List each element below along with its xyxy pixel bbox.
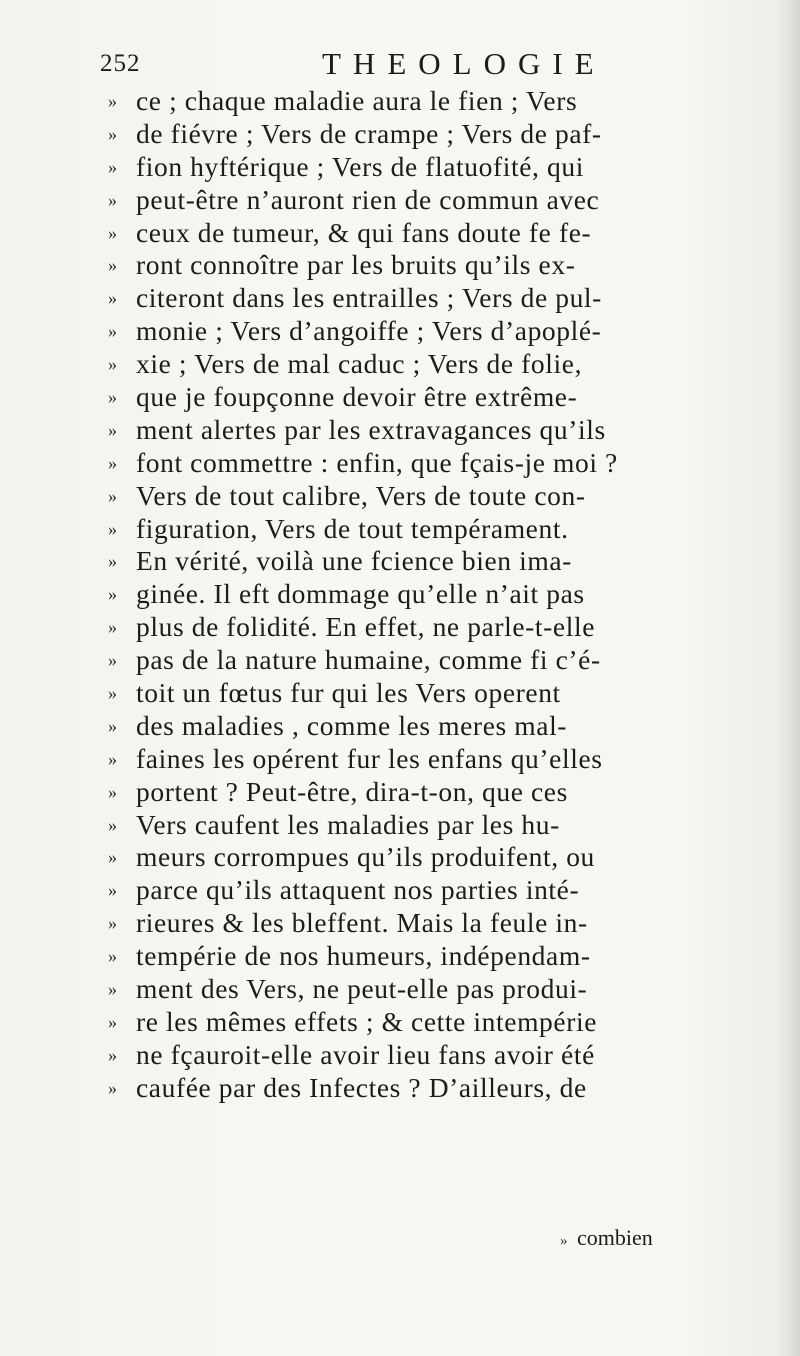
line-text: figuration, Vers de tout tempérament. <box>136 512 569 544</box>
text-line <box>108 973 768 1006</box>
text-line <box>108 414 768 447</box>
line-text: ne fçauroit-elle avoir lieu fans avoir été <box>136 1038 595 1070</box>
line-text: font commettre : enfin, que fçais-je moi ? <box>136 446 618 478</box>
text-line <box>108 315 768 348</box>
line-text: fion hyftérique ; Vers de flatuofité, qui <box>136 150 584 182</box>
text-line <box>108 381 768 414</box>
running-head: THEOLOGIE <box>322 46 606 81</box>
text-line <box>108 809 768 842</box>
line-text: En vérité, voilà une fcience bien ima- <box>136 545 572 577</box>
text-line <box>108 776 768 809</box>
line-text: faines les opérent fur les enfans qu’elles <box>136 742 603 774</box>
line-text: Vers de tout calibre, Vers de toute con- <box>136 479 586 511</box>
line-text: plus de folidité. En effet, ne parle-t-elle <box>136 611 596 643</box>
quote-mark: » <box>108 419 117 440</box>
text-line <box>108 513 768 546</box>
quote-mark: » <box>108 255 117 276</box>
quote-mark: » <box>108 1077 117 1098</box>
line-text: meurs corrompues qu’ils produifent, ou <box>136 841 595 873</box>
text-line <box>108 611 768 644</box>
line-text: xie ; Vers de mal caduc ; Vers de folie, <box>136 348 583 380</box>
quote-mark: » <box>108 748 117 769</box>
text-line <box>108 1006 768 1039</box>
line-text: que je foupçonne devoir être extrême- <box>136 381 578 413</box>
quote-mark: » <box>108 880 117 901</box>
quote-mark: » <box>108 1011 117 1032</box>
line-text: ceux de tumeur, & qui fans doute fe fe- <box>136 216 592 248</box>
page-number: 252 <box>100 50 141 77</box>
quote-mark: » <box>108 288 117 309</box>
text-line <box>108 545 768 578</box>
text-line <box>108 249 768 282</box>
quote-mark: » <box>108 156 117 177</box>
line-text: ment des Vers, ne peut-elle pas produi- <box>136 973 588 1005</box>
text-line <box>108 578 768 611</box>
line-text: des maladies , comme les meres mal- <box>136 709 568 741</box>
line-text: de fiévre ; Vers de crampe ; Vers de paf- <box>136 117 602 149</box>
text-line <box>108 677 768 710</box>
text-line <box>108 710 768 743</box>
line-text: ce ; chaque maladie aura le fien ; Vers <box>136 85 578 116</box>
text-line <box>108 743 768 776</box>
line-text: portent ? Peut-être, dira-t-on, que ces <box>136 775 568 807</box>
line-text: ment alertes par les extravagances qu’ils <box>136 413 606 445</box>
quote-mark: » <box>108 781 117 802</box>
quote-mark: » <box>108 189 117 210</box>
quote-mark: » <box>108 946 117 967</box>
line-text: toit un fœtus fur qui les Vers operent <box>136 677 561 709</box>
line-text: tempérie de nos humeurs, indépendam- <box>136 940 591 972</box>
quote-mark: » <box>108 485 117 506</box>
line-text: ginée. Il eft dommage qu’elle n’ait pas <box>136 578 585 610</box>
line-text: pas de la nature humaine, comme fi c’é- <box>136 644 601 676</box>
line-text: re les mêmes effets ; & cette intempérie <box>136 1005 598 1037</box>
catchword-text: combien <box>577 1225 653 1250</box>
line-text: ront connoître par les bruits qu’ils ex- <box>136 249 576 281</box>
quote-mark: » <box>108 814 117 835</box>
text-line <box>108 480 768 513</box>
text-line <box>108 940 768 973</box>
quote-mark: » <box>108 715 117 736</box>
line-text: rieures & les bleffent. Mais la feule in- <box>136 907 588 939</box>
quote-mark: » <box>108 551 117 572</box>
quote-mark: » <box>108 91 117 111</box>
text-line <box>108 907 768 940</box>
quote-mark: » <box>108 387 117 408</box>
text-line <box>108 1039 768 1072</box>
text-line <box>108 644 768 677</box>
text-line <box>108 447 768 480</box>
quote-mark: » <box>108 683 117 704</box>
line-text: peut-être n’auront rien de commun avec <box>136 183 600 215</box>
quote-mark: » <box>108 354 117 375</box>
text-line <box>108 1072 768 1105</box>
page-header <box>100 46 780 90</box>
line-text: caufée par des Infectes ? D’ailleurs, de <box>136 1071 587 1103</box>
quote-mark: » <box>108 452 117 473</box>
quote-mark: » <box>108 650 117 671</box>
line-text: citeront dans les entrailles ; Vers de pul- <box>136 282 602 314</box>
quote-mark: » <box>108 321 117 342</box>
quote-mark: » <box>108 913 117 934</box>
text-line <box>108 85 768 118</box>
text-line <box>108 184 768 217</box>
quote-mark: » <box>108 222 117 243</box>
text-line <box>108 282 768 315</box>
text-line <box>108 151 768 184</box>
catchword <box>560 1225 653 1251</box>
quote-mark: » <box>108 617 117 638</box>
quote-mark: » <box>108 518 117 539</box>
text-line <box>108 118 768 151</box>
text-line <box>108 841 768 874</box>
line-text: monie ; Vers d’angoiffe ; Vers d’apoplé- <box>136 315 602 347</box>
line-text: parce qu’ils attaquent nos parties inté- <box>136 874 580 906</box>
quote-mark: » <box>108 979 117 1000</box>
quote-mark: » <box>108 1044 117 1065</box>
quote-mark: » <box>108 847 117 868</box>
line-text: Vers caufent les maladies par les hu- <box>136 808 560 840</box>
text-line <box>108 874 768 907</box>
quote-mark: » <box>108 584 117 605</box>
quote-mark: » <box>560 1233 568 1249</box>
text-line <box>108 348 768 381</box>
page-edge-shadow <box>778 0 800 1356</box>
body-text <box>108 85 768 1105</box>
text-line <box>108 217 768 250</box>
quote-mark: » <box>108 123 117 144</box>
